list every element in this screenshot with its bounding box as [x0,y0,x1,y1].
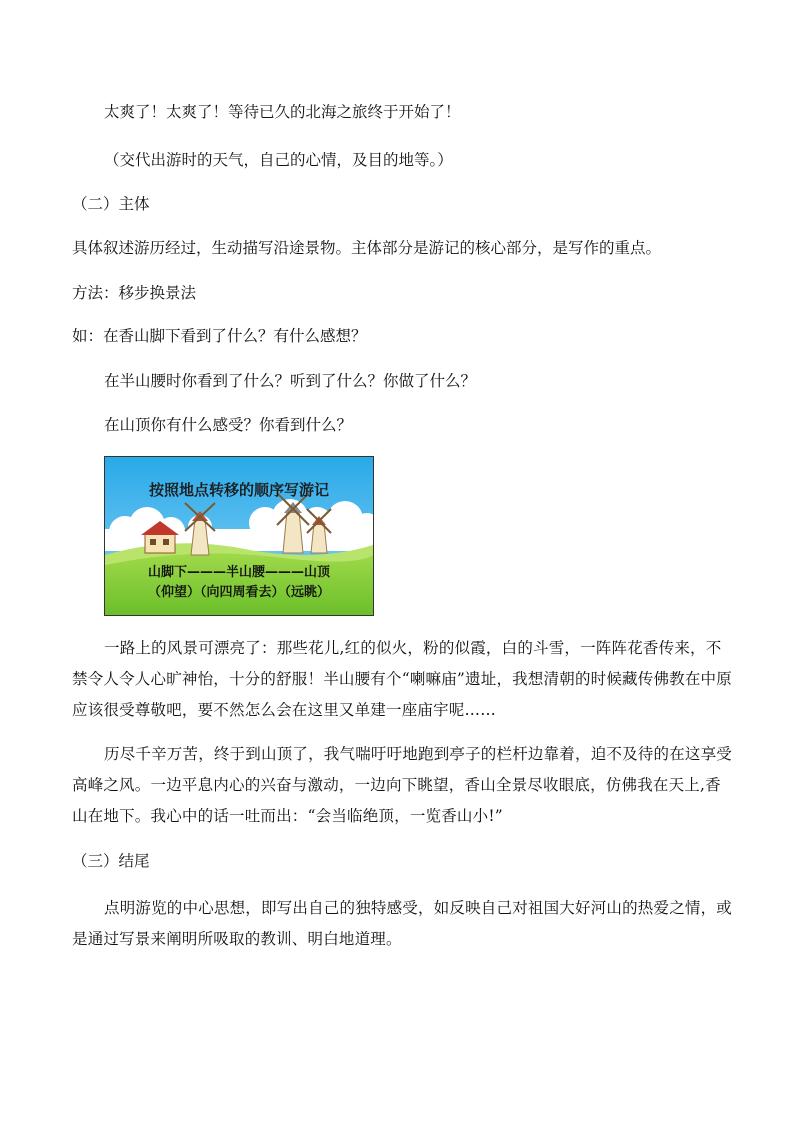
method-line: 方法：移步换景法 [72,284,197,302]
illustration-title: 按照地点转移的顺序写游记 [148,481,329,499]
example-question-3: 在山顶你有什么感受？你看到什么？ [104,416,353,434]
intro-line-1: 太爽了！太爽了！等待已久的北海之旅终于开始了！ [104,103,461,121]
illustration-viewpoint-row: （仰望）（向四周看去）（远眺） [147,585,330,600]
section-heading-main-body: （二）主体 [72,195,150,213]
example-question-1: 如：在香山脚下看到了什么？有什么感想？ [72,327,367,345]
example-question-2: 在半山腰时你看到了什么？听到了什么？你做了什么？ [104,372,477,390]
sequence-illustration [104,456,374,616]
paragraph-ending: 点明游览的中心思想，即写出自己的独特感受，如反映自己对祖国大好河山的热爱之情，或是通过写景来阐明所吸取的教训、明白地道理。 [72,899,733,948]
paragraph-scenery: 一路上的风景可漂亮了：那些花儿,红的似火，粉的似霞，白的斗雪，一阵阵花香传来，不禁令人令人心旷神怡，十分的舒服！半山腰有个“喇嘛庙”遗址，我想清朝的时候藏传佛教在中原应该很受尊敬吧，要不然怎么会在这里又单建一座庙宇呢…… [72,639,732,719]
main-body-description: 具体叙述游历经过，生动描写沿途景物。主体部分是游记的核心部分，是写作的重点。 [72,239,662,257]
section-heading-ending: （三）结尾 [72,852,150,870]
intro-line-2: （交代出游时的天气，自己的心情，及目的地等。） [104,151,453,169]
paragraph-summit: 历尽千辛万苦，终于到山顶了，我气喘吁吁地跑到亭子的栏杆边靠着，迫不及待的在这享受高峰之风。一边平息内心的兴奋与激动，一边向下眺望，香山全景尽收眼底，仿佛我在天上,香山在地下。我心中的话一吐而出：“会当临绝顶，一览香山小!” [72,745,733,825]
illustration-location-row: 山脚下———半山腰———山顶 [147,565,330,580]
